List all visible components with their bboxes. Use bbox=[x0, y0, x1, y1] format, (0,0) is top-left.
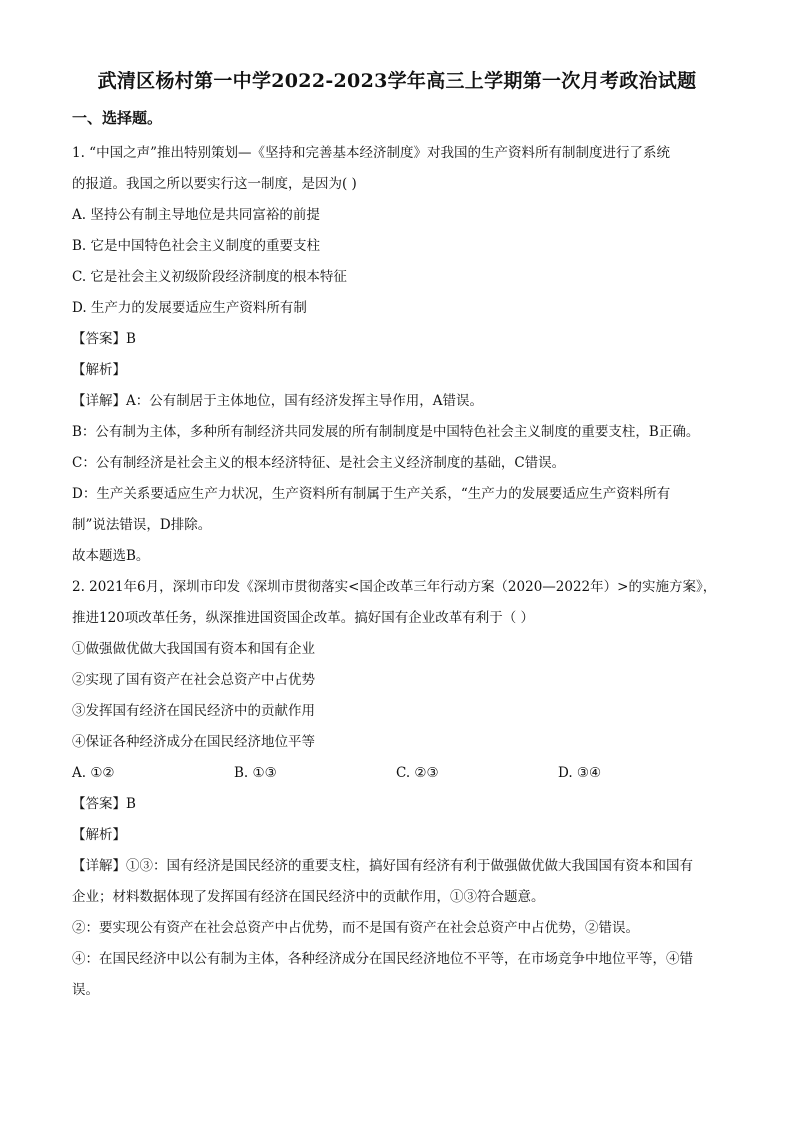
question-1-stem-line-1: 1. “中国之声”推出特别策划—《坚持和完善基本经济制度》对我国的生产资料所有制制度进行了系统 bbox=[72, 145, 670, 161]
question-2-detail-line: 【详解】①③：国有经济是国民经济的重要支柱，搞好国有经济有利于做强做优做大我国国有资本和国有 bbox=[72, 858, 693, 874]
question-2-choice-c: C. ②③ bbox=[396, 765, 439, 781]
question-1-analysis-label: 【解析】 bbox=[72, 362, 126, 378]
question-1-conclusion: 故本题选B。 bbox=[72, 548, 150, 564]
question-1-detail-line: B：公有制为主体，多种所有制经济共同发展的所有制制度是中国特色社会主义制度的重要支柱，B正确。 bbox=[72, 424, 700, 440]
question-1-option-c: C. 它是社会主义初级阶段经济制度的根本特征 bbox=[72, 269, 347, 285]
question-1-option-b: B. 它是中国特色社会主义制度的重要支柱 bbox=[72, 238, 321, 254]
question-1-detail-line: 制”说法错误，D排除。 bbox=[72, 517, 212, 533]
question-2-choice-b: B. ①③ bbox=[234, 765, 277, 781]
question-2-detail-line: 误。 bbox=[72, 982, 99, 998]
question-2-choices bbox=[72, 758, 722, 789]
question-1-option-d: D. 生产力的发展要适应生产资料所有制 bbox=[72, 300, 307, 316]
question-2-analysis-label: 【解析】 bbox=[72, 827, 126, 843]
question-2-item-1: ①做强做优做大我国国有资本和国有企业 bbox=[72, 641, 315, 657]
section-heading: 一、选择题。 bbox=[72, 109, 163, 127]
question-1-answer: 【答案】B bbox=[72, 331, 136, 347]
question-2-detail-line: 企业；材料数据体现了发挥国有经济在国民经济中的贡献作用，①③符合题意。 bbox=[72, 889, 545, 905]
question-1-stem-line-2: 的报道。我国之所以要实行这一制度，是因为( ) bbox=[72, 176, 357, 192]
question-2-choice-d: D. ③④ bbox=[558, 765, 602, 781]
question-2-item-3: ③发挥国有经济在国民经济中的贡献作用 bbox=[72, 703, 315, 719]
question-2-detail-line: ④：在国民经济中以公有制为主体，各种经济成分在国民经济地位不平等，在市场竞争中地位平等，④错 bbox=[72, 951, 693, 967]
question-2-detail-line: ②：要实现公有资产在社会总资产中占优势，而不是国有资产在社会总资产中占优势，②错误。 bbox=[72, 920, 639, 936]
question-1-detail-line: C：公有制经济是社会主义的根本经济特征、是社会主义经济制度的基础，C错误。 bbox=[72, 455, 566, 471]
question-2 bbox=[72, 572, 722, 1006]
question-2-answer: 【答案】B bbox=[72, 796, 136, 812]
question-1-detail-line: 【详解】A：公有制居于主体地位，国有经济发挥主导作用，A错误。 bbox=[72, 393, 483, 409]
question-1-option-a: A. 坚持公有制主导地位是共同富裕的前提 bbox=[72, 207, 320, 223]
question-2-stem-line-1: 2. 2021年6月，深圳市印发《深圳市贯彻落实<国企改革三年行动方案（2020—2022年）>的实施方案》， bbox=[72, 579, 717, 595]
question-2-choice-a: A. ①② bbox=[72, 765, 115, 781]
question-2-item-4: ④保证各种经济成分在国民经济地位平等 bbox=[72, 734, 315, 750]
question-1-detail-line: D：生产关系要适应生产力状况，生产资料所有制属于生产关系，“生产力的发展要适应生产资料所有 bbox=[72, 486, 671, 502]
question-1 bbox=[72, 138, 722, 572]
question-2-stem-line-2: 推进120项改革任务，纵深推进国资国企改革。搞好国有企业改革有利于（ ） bbox=[72, 610, 535, 626]
page-title: 武清区杨村第一中学2022-2023学年高三上学期第一次月考政治试题 bbox=[97, 70, 697, 92]
question-2-item-2: ②实现了国有资产在社会总资产中占优势 bbox=[72, 672, 315, 688]
